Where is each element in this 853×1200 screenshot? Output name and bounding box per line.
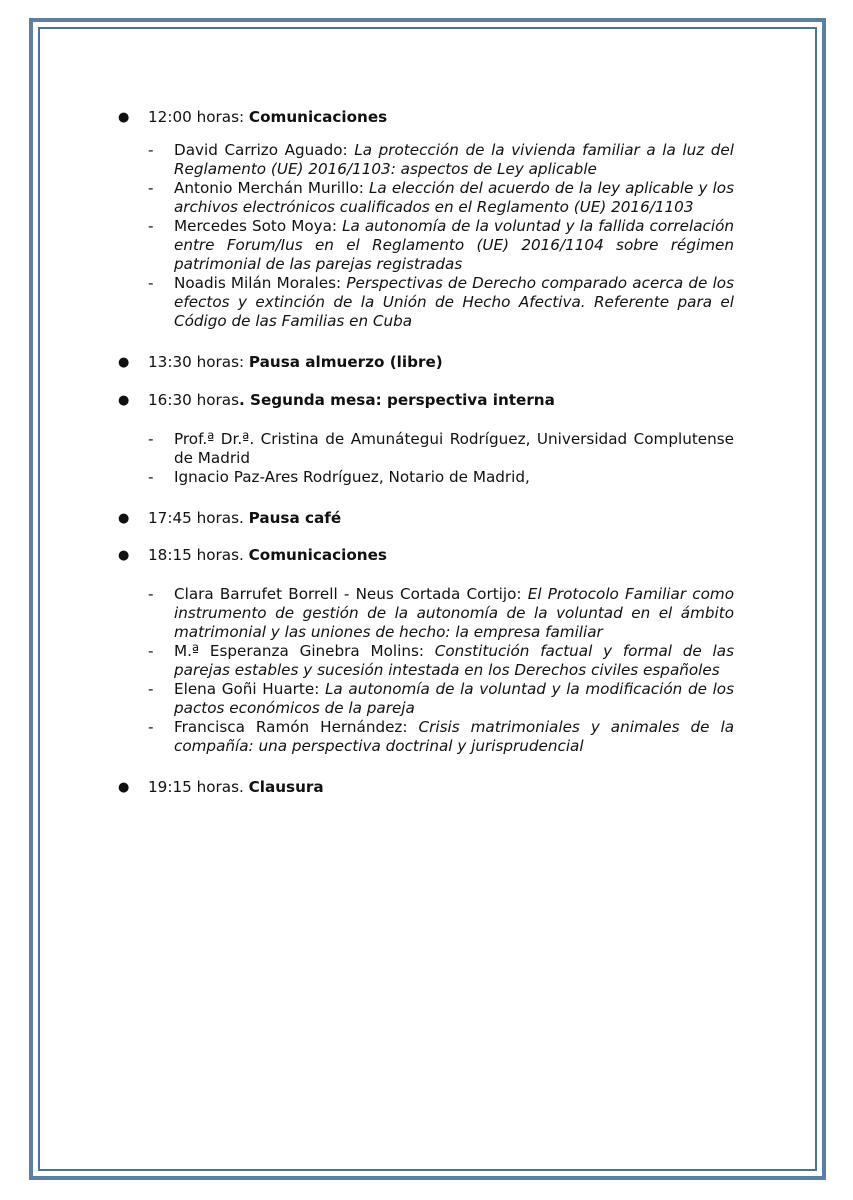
talk-item: [112, 468, 734, 487]
talk-speaker: Elena Goñi Huarte:: [174, 680, 325, 698]
dash-icon: -: [148, 430, 154, 448]
talk-list: [112, 585, 734, 756]
talk-speaker: Mercedes Soto Moya:: [174, 217, 343, 235]
session-heading: [112, 353, 734, 372]
talk-title: La elección del acuerdo de la ley aplicable y los archivos electrónicos cualificados en el Reglamento (UE) 2016/1103: [174, 179, 734, 216]
session-1200: [112, 108, 734, 331]
talk-speaker: David Carrizo Aguado:: [174, 141, 355, 159]
session-label: Comunicaciones: [248, 546, 387, 564]
dash-icon: -: [148, 718, 154, 736]
talk-item: [112, 430, 734, 468]
talk-item: [112, 179, 734, 217]
session-time: 16:30 horas: [148, 391, 239, 409]
dash-icon: -: [148, 585, 154, 603]
talk-title: La protección de la vivienda familiar a la luz del Reglamento (UE) 2016/1103: aspectos de Ley aplicable: [174, 141, 734, 178]
session-heading: [112, 546, 734, 565]
session-1630: [112, 391, 734, 487]
dash-icon: -: [148, 179, 154, 197]
dash-icon: -: [148, 642, 154, 660]
session-label: Comunicaciones: [248, 108, 388, 126]
talk-speaker: Ignacio Paz-Ares Rodríguez, Notario de Madrid,: [174, 468, 530, 486]
bullet-icon: ●: [118, 548, 130, 563]
talk-item: [112, 718, 734, 756]
bullet-icon: ●: [118, 511, 130, 526]
talk-item: [112, 680, 734, 718]
dash-icon: -: [148, 468, 154, 486]
session-label: Pausa almuerzo (libre): [248, 353, 443, 371]
talk-title: Crisis matrimoniales y animales de la compañía: una perspectiva doctrinal y jurisprudencial: [174, 718, 735, 755]
dash-icon: -: [148, 680, 154, 698]
talk-speaker: Clara Barrufet Borrell - Neus Cortada Cortijo:: [174, 585, 528, 603]
talk-speaker: Prof.ª Dr.ª. Cristina de Amunátegui Rodríguez, Universidad Complutense de Madrid: [174, 430, 734, 467]
talk-speaker: Francisca Ramón Hernández:: [174, 718, 419, 736]
session-time: 18:15 horas.: [148, 546, 249, 564]
session-1815: [112, 546, 734, 756]
talk-list: [112, 430, 734, 487]
dash-icon: -: [148, 217, 154, 235]
talk-title: El Protocolo Familiar como instrumento de gestión de la autonomía de la voluntad en el ámbito matrimonial y las uniones de hecho: la empresa familiar: [174, 585, 735, 641]
talk-title: Constitución factual y formal de las parejas estables y sucesión intestada en los Derechos civiles españoles: [174, 642, 734, 679]
session-1330: [112, 353, 734, 372]
talk-speaker: Antonio Merchán Murillo:: [174, 179, 369, 197]
session-label: . Segunda mesa: perspectiva interna: [238, 391, 555, 409]
talk-speaker: M.ª Esperanza Ginebra Molins:: [174, 642, 435, 660]
talk-title: Perspectivas de Derecho comparado acerca de los efectos y extinción de la Unión de Hecho Afectiva. Referente para el Código de las Familias en Cuba: [174, 274, 734, 330]
talk-item: [112, 642, 734, 680]
session-time: 17:45 horas.: [148, 509, 249, 527]
talk-speaker: Noadis Milán Morales:: [174, 274, 347, 292]
talk-title: La autonomía de la voluntad y la modificación de los pactos económicos de la pareja: [174, 680, 734, 717]
session-heading: [112, 778, 734, 797]
talk-list: [112, 141, 734, 331]
bullet-icon: ●: [118, 780, 130, 795]
session-time: 13:30 horas:: [148, 353, 249, 371]
session-heading: [112, 509, 734, 528]
talk-item: [112, 585, 734, 642]
bullet-icon: ●: [118, 355, 130, 370]
session-heading: [112, 391, 734, 410]
session-1745: [112, 509, 734, 528]
session-1915: [112, 778, 734, 797]
session-time: 19:15 horas.: [148, 778, 249, 796]
dash-icon: -: [148, 274, 154, 292]
talk-item: [112, 217, 734, 274]
bullet-icon: ●: [118, 393, 130, 408]
session-label: Pausa café: [248, 509, 342, 527]
talk-title: La autonomía de la voluntad y la fallida correlación entre Forum/Ius en el Reglamento (UE) 2016/1104 sobre régimen patrimonial de las parejas registradas: [174, 217, 734, 273]
talk-item: [112, 274, 734, 331]
talk-item: [112, 141, 734, 179]
session-time: 12:00 horas:: [148, 108, 249, 126]
session-label: Clausura: [248, 778, 324, 796]
program-schedule: [112, 108, 734, 797]
dash-icon: -: [148, 141, 154, 159]
session-heading: [112, 108, 734, 127]
bullet-icon: ●: [118, 110, 130, 125]
